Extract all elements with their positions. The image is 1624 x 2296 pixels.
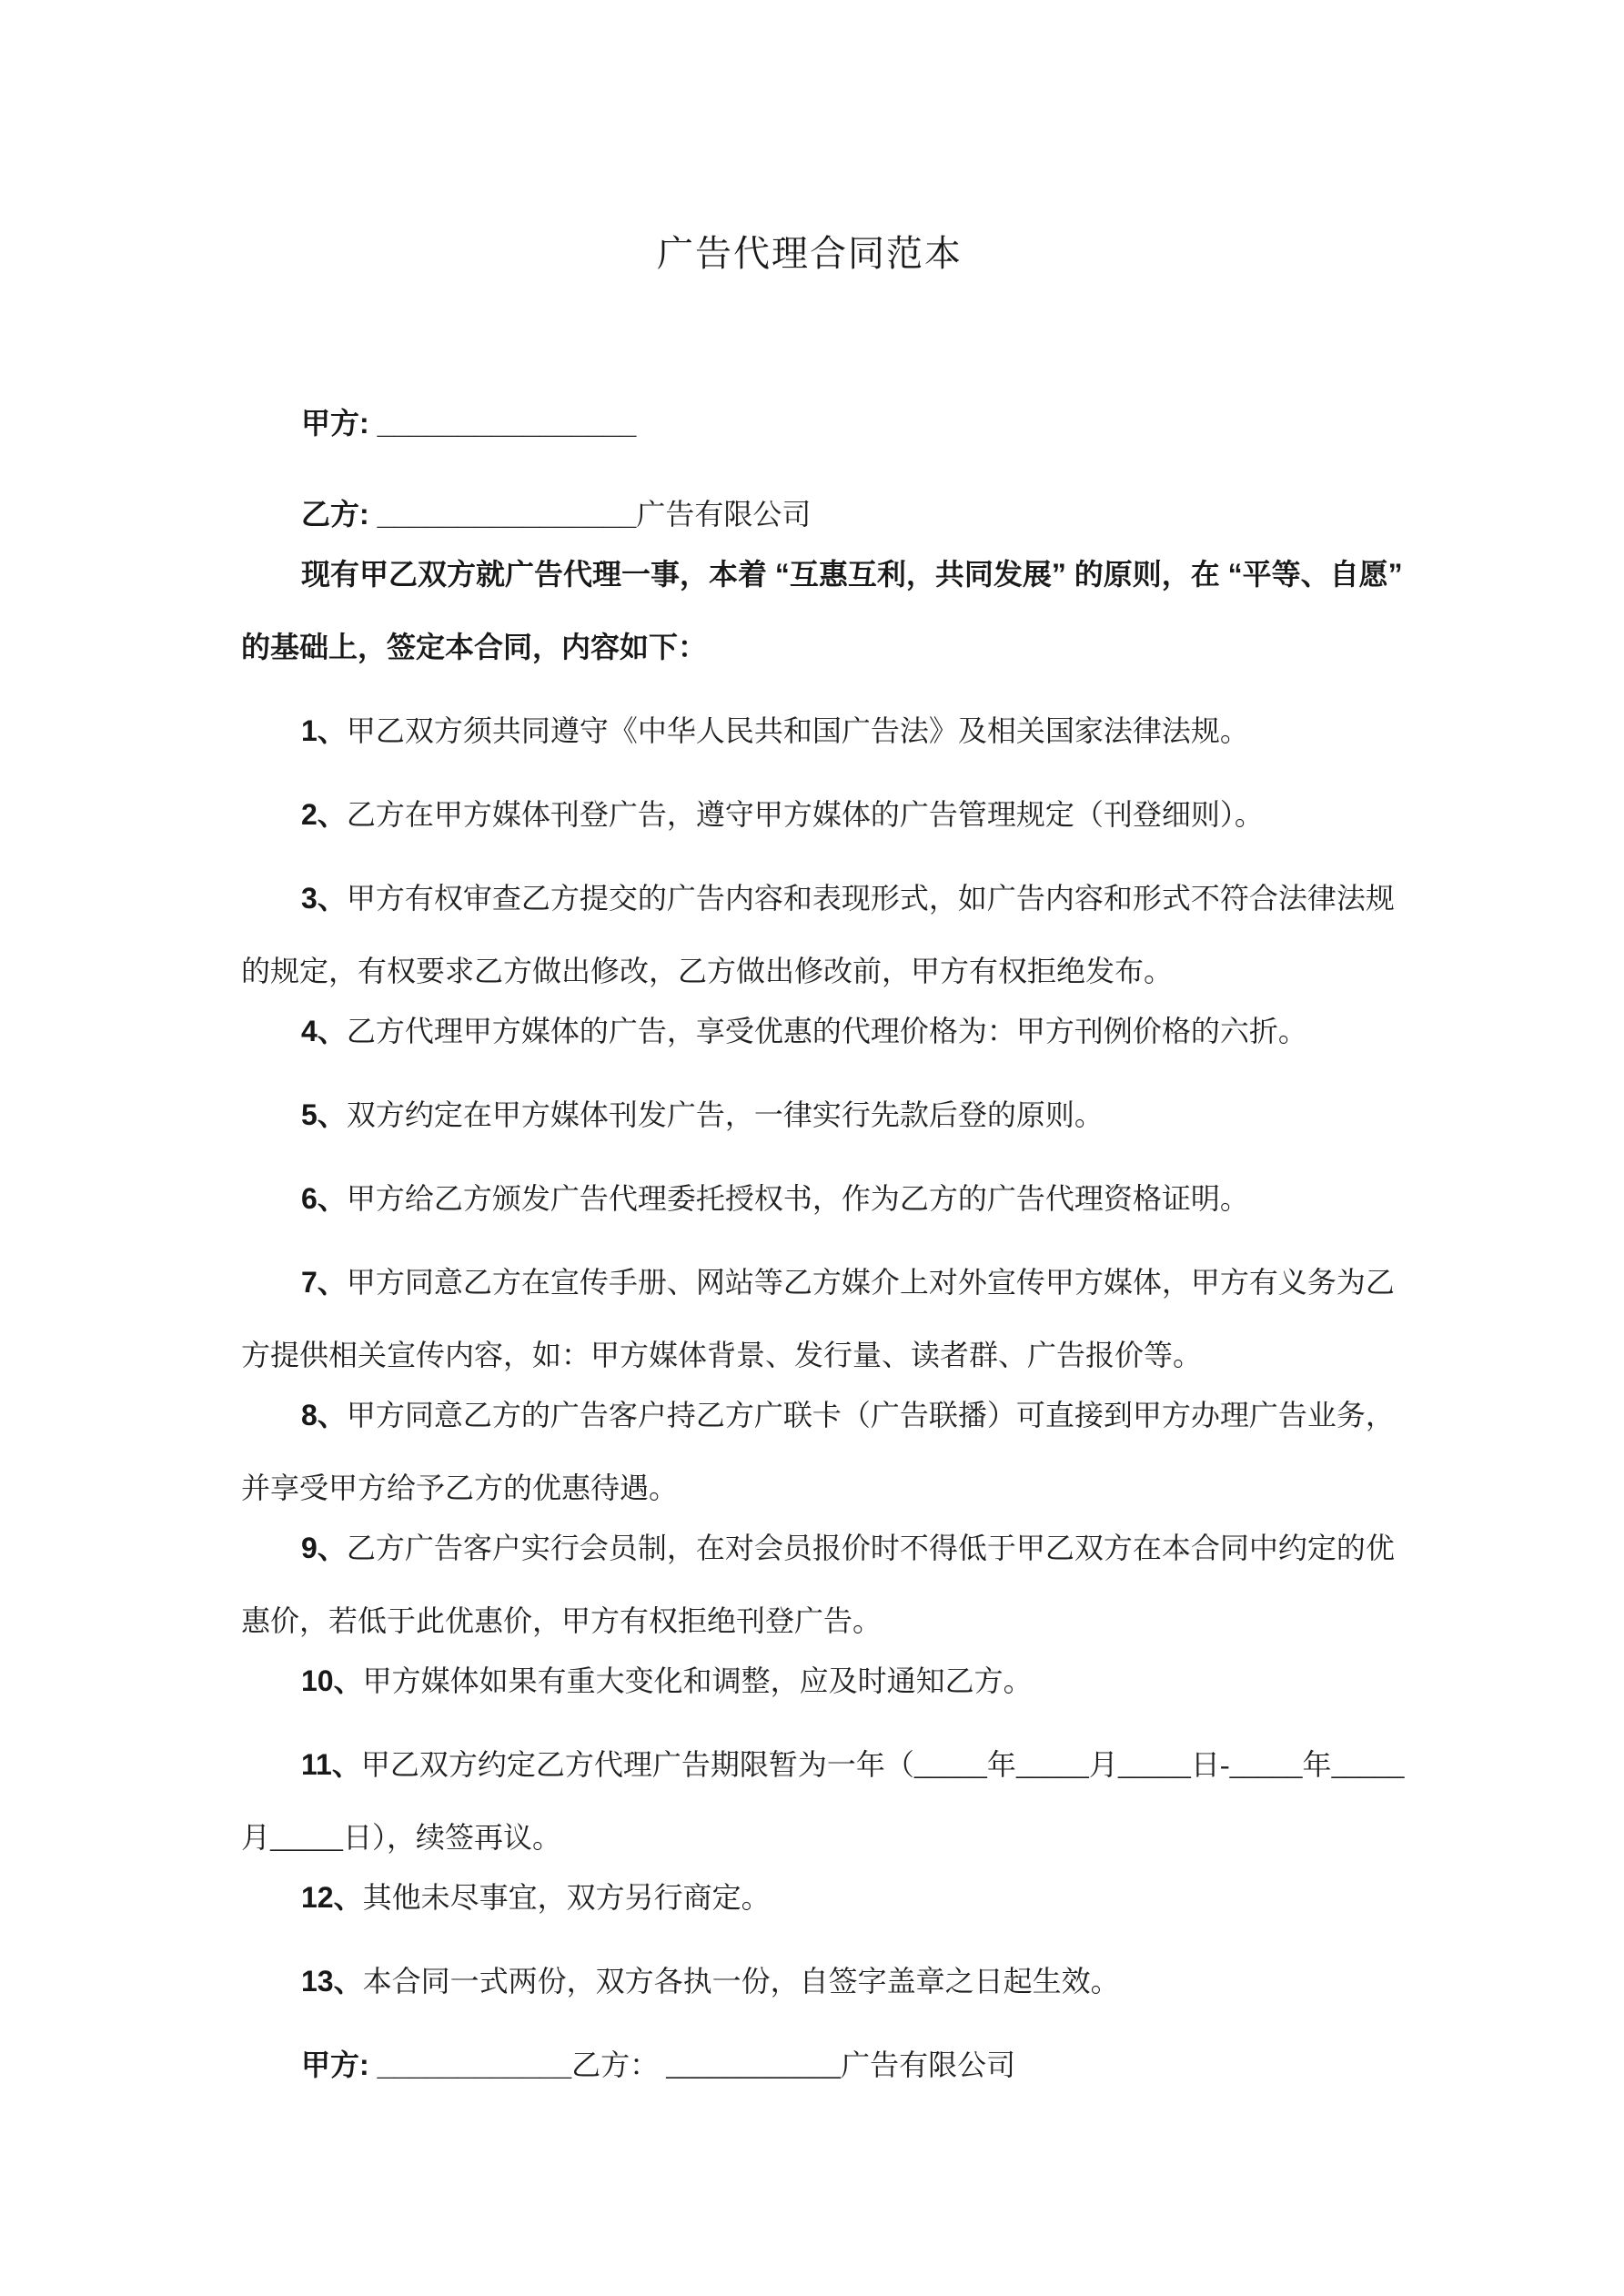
item-4-number: 4、 — [301, 1015, 347, 1047]
item-2-text: 乙方在甲方媒体刊登广告，遵守甲方媒体的广告管理规定（刊登细则）。 — [346, 798, 1264, 831]
item-10-number: 10、 — [301, 1664, 363, 1697]
item-11-text-line-2: 月_____日），续签再议。 — [241, 1821, 562, 1854]
contract-item-7 — [241, 1246, 1395, 1391]
item-6-number: 6、 — [301, 1182, 347, 1215]
party-a-line — [241, 387, 1378, 460]
item-8-text-line-2: 并享受甲方给予乙方的优惠待遇。 — [241, 1472, 679, 1504]
item-4-text: 乙方代理甲方媒体的广告，享受优惠的代理价格为：甲方刊例价格的六折。 — [346, 1015, 1307, 1047]
item-3-number: 3、 — [301, 882, 347, 915]
item-1-text: 甲乙双方须共同遵守《中华人民共和国广告法》及相关国家法律法规。 — [346, 714, 1249, 747]
signature-line — [241, 2028, 1378, 2101]
item-11-text-line-1: 甲乙双方约定乙方代理广告期限暂为一年（_____年_____月_____日-_____年_____ — [360, 1748, 1405, 1781]
item-11-number: 11、 — [301, 1748, 361, 1781]
party-a-label: 甲方: — [301, 407, 369, 440]
item-13-number: 13、 — [301, 1965, 363, 1998]
contract-item-13 — [241, 1945, 1378, 2018]
item-5-number: 5、 — [301, 1098, 347, 1131]
item-2-number: 2、 — [301, 798, 347, 831]
item-13-text: 本合同一式两份，双方各执一份，自签字盖章之日起生效。 — [362, 1965, 1120, 1998]
intro-line-1: 现有甲乙双方就广告代理一事，本着 “互惠互利，共同发展” 的原则，在 “平等、自愿” — [301, 558, 1403, 591]
item-3-text-line-2: 的规定，有权要求乙方做出修改，乙方做出修改前，甲方有权拒绝发布。 — [241, 955, 1174, 987]
item-10-text: 甲方媒体如果有重大变化和调整，应及时通知乙方。 — [362, 1664, 1033, 1697]
item-7-text-line-1: 甲方同意乙方在宣传手册、网站等乙方媒介上对外宣传甲方媒体，甲方有义务为乙 — [346, 1266, 1395, 1299]
contract-item-12 — [241, 1861, 1378, 1934]
contract-item-1 — [241, 694, 1378, 767]
item-7-number: 7、 — [301, 1266, 347, 1299]
party-b-company-suffix: 广告有限公司 — [636, 498, 812, 531]
item-6-text: 甲方给乙方颁发广告代理委托授权书，作为乙方的广告代理资格证明。 — [346, 1182, 1249, 1215]
contract-item-6 — [241, 1162, 1378, 1235]
item-9-text-line-1: 乙方广告客户实行会员制，在对会员报价时不得低于甲乙双方在本合同中约定的优 — [346, 1532, 1395, 1564]
item-8-text-line-1: 甲方同意乙方的广告客户持乙方广联卡（广告联播）可直接到甲方办理广告业务， — [346, 1399, 1395, 1431]
contract-item-9 — [241, 1512, 1395, 1657]
contract-item-3 — [241, 862, 1395, 1007]
contract-item-4 — [241, 995, 1378, 1067]
signature-company-suffix: 广告有限公司 — [841, 2048, 1016, 2081]
item-12-number: 12、 — [301, 1881, 363, 1914]
item-5-text: 双方约定在甲方媒体刊发广告，一律实行先款后登的原则。 — [346, 1098, 1104, 1131]
signature-party-a-label: 甲方: — [301, 2048, 369, 2081]
item-1-number: 1、 — [301, 714, 347, 747]
contract-item-10 — [241, 1644, 1378, 1717]
item-9-text-line-2: 惠价，若低于此优惠价，甲方有权拒绝刊登广告。 — [241, 1604, 883, 1637]
signature-party-a-blank-field: ____________ — [368, 2048, 572, 2081]
contract-item-11 — [241, 1728, 1405, 1874]
item-3-text-line-1: 甲方有权审查乙方提交的广告内容和表现形式，如广告内容和形式不符合法律法规 — [346, 882, 1395, 915]
signature-party-b-blank-field: ____________ — [659, 2048, 842, 2081]
contract-item-8 — [241, 1379, 1395, 1524]
item-7-text-line-2: 方提供相关宣传内容，如：甲方媒体背景、发行量、读者群、广告报价等。 — [241, 1339, 1203, 1371]
document-title: 广告代理合同范本 — [657, 233, 963, 274]
contract-item-2 — [241, 778, 1378, 851]
item-12-text: 其他未尽事宜，双方另行商定。 — [362, 1881, 771, 1914]
signature-party-b-label: 乙方： — [571, 2048, 660, 2081]
contract-item-5 — [241, 1078, 1378, 1151]
item-8-number: 8、 — [301, 1399, 347, 1431]
intro-line-2: 的基础上，签定本合同，内容如下： — [241, 631, 708, 663]
item-9-number: 9、 — [301, 1532, 347, 1564]
intro-paragraph — [241, 538, 1403, 683]
party-b-label: 乙方: — [301, 498, 369, 531]
party-b-blank-field: ________________ — [368, 498, 637, 531]
party-a-blank-field: ________________ — [368, 407, 637, 440]
